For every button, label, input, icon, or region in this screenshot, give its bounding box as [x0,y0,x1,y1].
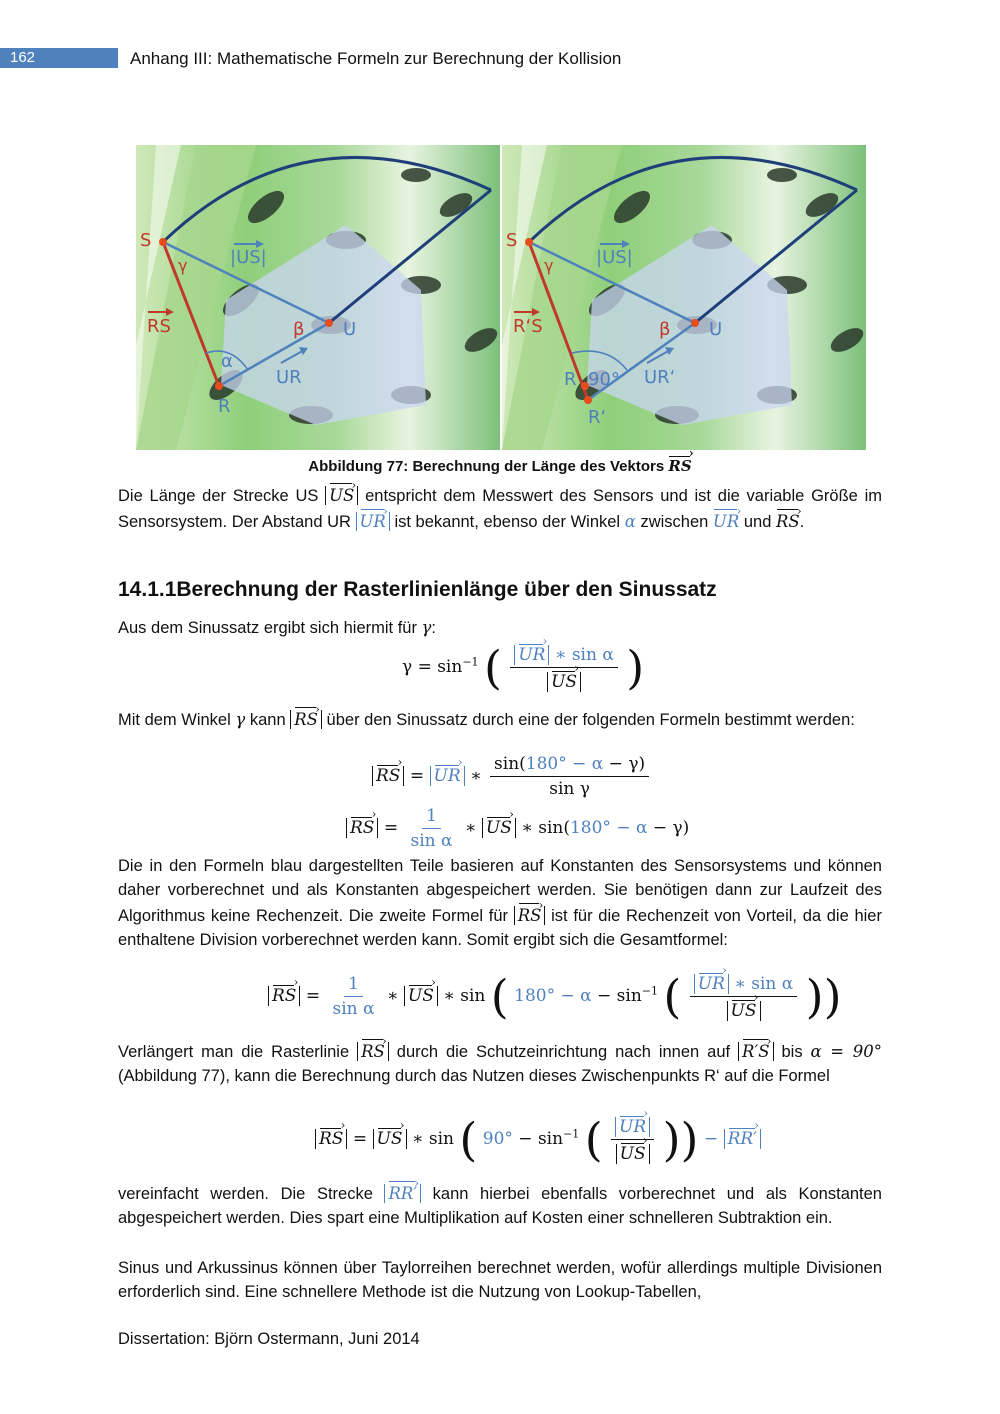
label-rs: RS [147,316,171,337]
equation-rs-1: RS › = UR › ∗ $\frac{\sin(180^\circ - \alpha - \gamma)}{\text{sin γ}}$ [372,754,652,799]
page-number: 162 [0,48,118,68]
label-r-prime: R‘ [588,407,607,428]
label-r-small: R [564,369,577,390]
label-ur: UR‘ [644,367,676,388]
label-alpha: α [221,351,233,372]
footer: Dissertation: Björn Ostermann, Juni 2014 [118,1330,420,1348]
label-beta: β [659,319,671,340]
paragraph-4: Die in den Formeln blau dargestellten Teile basieren auf Konstanten des Sensorsystems und können daher vorberechnet und als Konstanten abgespeichert werden. Sie benötigen dann zur Laufzeit des Algorithmus keine Rechenzeit. Die zweite Formel für RS › ist für die Rechenzeit von Vorteil, da die hier enthaltene Division vorberechnet werden kann. Somit ergibt sich die Gesamtformel: [118,854,882,952]
figure-right [502,145,866,450]
label-gamma: γ [178,256,188,275]
label-u: U [343,319,357,340]
label-s: S [140,230,152,251]
equation-total: RS › = $\frac{1}{\text{sin α}}$ ∗ US › ∗ sin ( $180^\circ - \alpha - \sin^{-1}$ ( $\frac{\text{UR › ∗ sin α}}{US}$ › )) [268,972,842,1021]
paragraph-6: vereinfacht werden. Die Strecke RR′ › kann hierbei ebenfalls vorberechnet und als Konstanten abgespeichert werden. Dies spart eine Multiplikation auf Kosten einer schnelleren Subtraktion ein. [118,1180,882,1230]
paragraph-5: Verlängert man die Rasterlinie RS › durch die Schutzeinrichtung nach innen auf R′S › bis α = 90° (Abbildung 77), kann die Berechnung durch das Nutzen dieses Zwischenpunkts R‘ auf die Formel [118,1038,882,1088]
label-s: S [506,230,518,251]
paragraph-7: Sinus und Arkussinus können über Taylorreihen berechnet werden, wofür allerdings multiple Divisionen erforderlich sind. Eine schnellere Methode ist die Nutzung von Lookup-Tabellen, [118,1259,882,1301]
label-angle: 90° [588,369,620,390]
equation-simplified: RS › = US › ∗ sin ( $90^\circ - \sin^{-1}$ ( $\frac{UR ›}{US}$ › )) − RR′ › [315,1115,761,1164]
label-us: |US| [230,247,267,268]
running-title: Anhang III: Mathematische Formeln zur Berechnung der Kollision [130,49,622,68]
label-u: U [709,319,723,340]
figure-left [136,145,500,450]
label-ur: UR [276,367,302,388]
section-heading: 14.1.1Berechnung der Rasterlinienlänge über den Sinussatz [118,578,717,601]
label-r: R [218,396,231,417]
label-beta: β [293,319,305,340]
label-us: |US| [596,247,633,268]
label-gamma: γ [544,256,554,275]
equation-gamma: $\gamma = \sin^{-1}$ ( $\frac{\text{UR › ∗ sin α}}{US}$ › ) [402,643,644,692]
paragraph-1: Die Länge der Strecke US US › entspricht dem Messwert des Sensors und ist die variable Größe im Sensorsystem. Der Abstand UR UR › ist bekannt, ebenso der Winkel α zwischen UR › und RS ›. [118,482,882,534]
label-rs: R‘S [513,316,543,337]
equation-rs-2: RS › = $\frac{1}{\text{sin α}}$ ∗ US › ∗ sin(180° − α − γ) [346,806,689,851]
paragraph-2: Aus dem Sinussatz ergibt sich hiermit für γ: [118,618,437,637]
paragraph-3: Mit dem Winkel γ kann RS › über den Sinussatz durch eine der folgenden Formeln bestimmt werden: [118,706,882,732]
figure-caption: Abbildung 77: Berechnung der Länge des Vektors RS › [0,455,1000,475]
